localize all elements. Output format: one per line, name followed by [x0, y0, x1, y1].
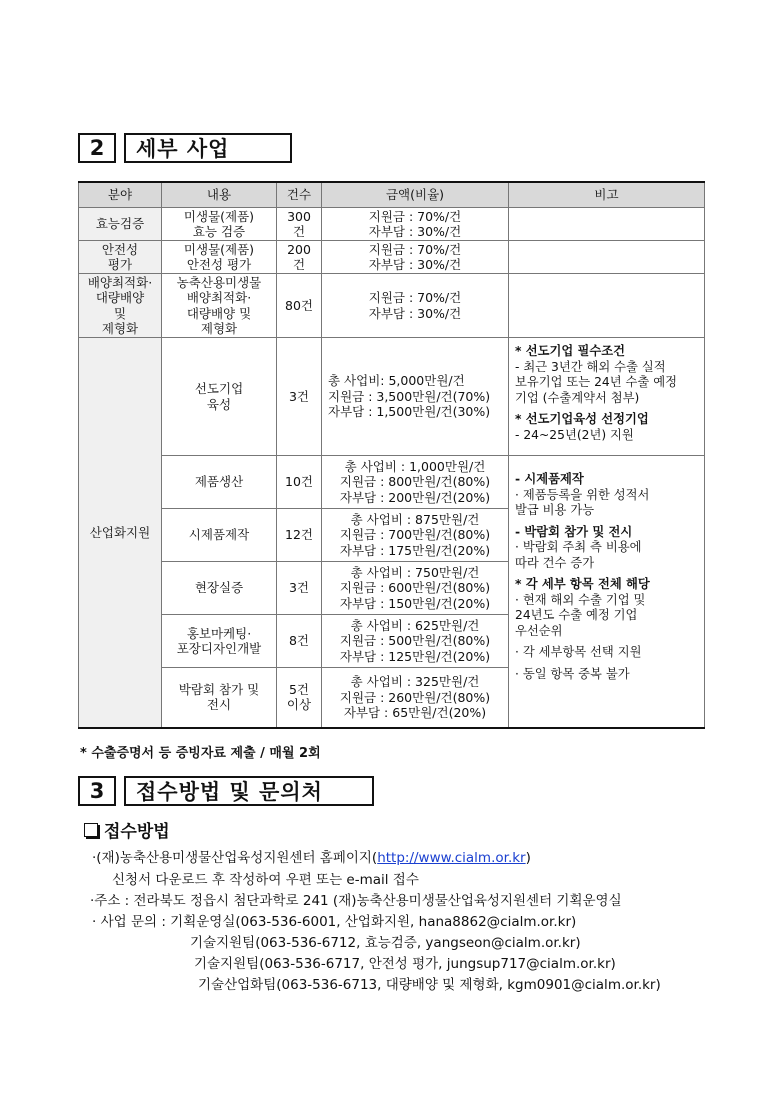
field-cell: 안전성 평가 — [79, 241, 162, 274]
content-cell: 시제품제작 — [162, 509, 277, 562]
header-amount: 금액(비율) — [322, 182, 509, 208]
content-cell: 현장실증 — [162, 562, 277, 615]
count-cell: 8건 — [277, 615, 322, 668]
amount-cell: 총 사업비 : 1,000만원/건 지원금 : 800만원/건(80%) 자부담 : 200만원/건(20%) — [322, 456, 509, 509]
amount-cell: 총 사업비: 5,000만원/건 지원금 : 3,500만원/건(70%) 자부담 : 1,500만원/건(30%) — [322, 338, 509, 456]
content-cell: 미생물(제품) 안전성 평가 — [162, 241, 277, 274]
count-cell: 200 건 — [277, 241, 322, 274]
note-cell-other: - 시제품제작 · 제품등록을 위한 성적서 발급 비용 가능 - 박람회 참가 및 전시 · 박람회 주최 측 비용에 따라 건수 증가 * 각 세부 항목 전체 해당 · 현재 해외 수출 기업 및 24년도 수출 예정 기업 우선순위 · 각 세부항목 선택 지원 · 동일 항목 중복 불가 — [509, 456, 705, 728]
count-cell: 5건 이상 — [277, 668, 322, 728]
table-row — [79, 338, 705, 456]
inquiry-line: 기술산업화팀(063-536-6713, 대량배양 및 제형화, kgm0901@cialm.or.kr) — [198, 977, 661, 993]
count-cell: 3건 — [277, 562, 322, 615]
amount-cell: 지원금 : 70%/건 자부담 : 30%/건 — [322, 274, 509, 338]
count-cell: 300 건 — [277, 208, 322, 241]
count-cell: 80건 — [277, 274, 322, 338]
checkbox-square-icon — [84, 823, 98, 837]
method-line-submission: 신청서 다운로드 후 작성하여 우편 또는 e-mail 접수 — [112, 872, 419, 888]
content-cell: 제품생산 — [162, 456, 277, 509]
inquiry-line: 기술지원팀(063-536-6712, 효능검증, yangseon@cialm.or.kr) — [190, 935, 581, 951]
amount-cell: 지원금 : 70%/건 자부담 : 30%/건 — [322, 208, 509, 241]
method-heading: 접수방법 — [84, 817, 170, 842]
method-line-homepage: ·(재)농축산용미생물산업육성지원센터 홈페이지(http://www.cialm.or.kr) — [92, 850, 531, 866]
amount-cell: 총 사업비 : 750만원/건 지원금 : 600만원/건(80%) 자부담 : 150만원/건(20%) — [322, 562, 509, 615]
section-number: 2 — [78, 133, 116, 163]
count-cell: 10건 — [277, 456, 322, 509]
inquiry-line: · 사업 문의 : 기획운영실(063-536-6001, 산업화지원, hana8862@cialm.or.kr) — [92, 914, 577, 930]
amount-cell: 총 사업비 : 875만원/건 지원금 : 700만원/건(80%) 자부담 : 175만원/건(20%) — [322, 509, 509, 562]
table-header-row — [79, 182, 705, 208]
inquiry-line: 기술지원팀(063-536-6717, 안전성 평가, jungsup717@cialm.or.kr) — [194, 956, 616, 972]
table-row — [79, 241, 705, 274]
homepage-link[interactable]: http://www.cialm.or.kr — [377, 850, 526, 866]
note-cell — [509, 274, 705, 338]
count-cell: 12건 — [277, 509, 322, 562]
content-cell: 미생물(제품) 효능 검증 — [162, 208, 277, 241]
field-cell: 효능검증 — [79, 208, 162, 241]
section-title: 접수방법 및 문의처 — [124, 776, 374, 806]
section-2-header — [78, 133, 292, 163]
content-cell: 박람회 참가 및 전시 — [162, 668, 277, 728]
field-cell-industrialization: 산업화지원 — [79, 338, 162, 728]
header-count: 건수 — [277, 182, 322, 208]
footnote: * 수출증명서 등 증빙자료 제출 / 매월 2회 — [80, 746, 321, 761]
field-cell: 배양최적화· 대량배양 및 제형화 — [79, 274, 162, 338]
note-cell — [509, 241, 705, 274]
table-row — [79, 208, 705, 241]
table-row — [79, 456, 705, 509]
section-title: 세부 사업 — [124, 133, 292, 163]
section-3-header — [78, 776, 374, 806]
header-note: 비고 — [509, 182, 705, 208]
detail-business-table — [78, 181, 705, 729]
content-cell: 선도기업 육성 — [162, 338, 277, 456]
count-cell: 3건 — [277, 338, 322, 456]
header-content: 내용 — [162, 182, 277, 208]
address-line: ·주소 : 전라북도 정읍시 첨단과학로 241 (재)농축산용미생물산업육성지원센터 기획운영실 — [90, 893, 622, 909]
content-cell: 홍보마케팅· 포장디자인개발 — [162, 615, 277, 668]
section-number: 3 — [78, 776, 116, 806]
note-cell-lead-company: * 선도기업 필수조건 - 최근 3년간 해외 수출 실적 보유기업 또는 24년 수출 예정 기업 (수출계약서 첨부) * 선도기업육성 선정기업 - 24~25년(2년) 지원 — [509, 338, 705, 456]
amount-cell: 지원금 : 70%/건 자부담 : 30%/건 — [322, 241, 509, 274]
amount-cell: 총 사업비 : 325만원/건 지원금 : 260만원/건(80%) 자부담 : 65만원/건(20%) — [322, 668, 509, 728]
header-field: 분야 — [79, 182, 162, 208]
table-row — [79, 274, 705, 338]
note-cell — [509, 208, 705, 241]
content-cell: 농축산용미생물 배양최적화· 대량배양 및 제형화 — [162, 274, 277, 338]
amount-cell: 총 사업비 : 625만원/건 지원금 : 500만원/건(80%) 자부담 : 125만원/건(20%) — [322, 615, 509, 668]
